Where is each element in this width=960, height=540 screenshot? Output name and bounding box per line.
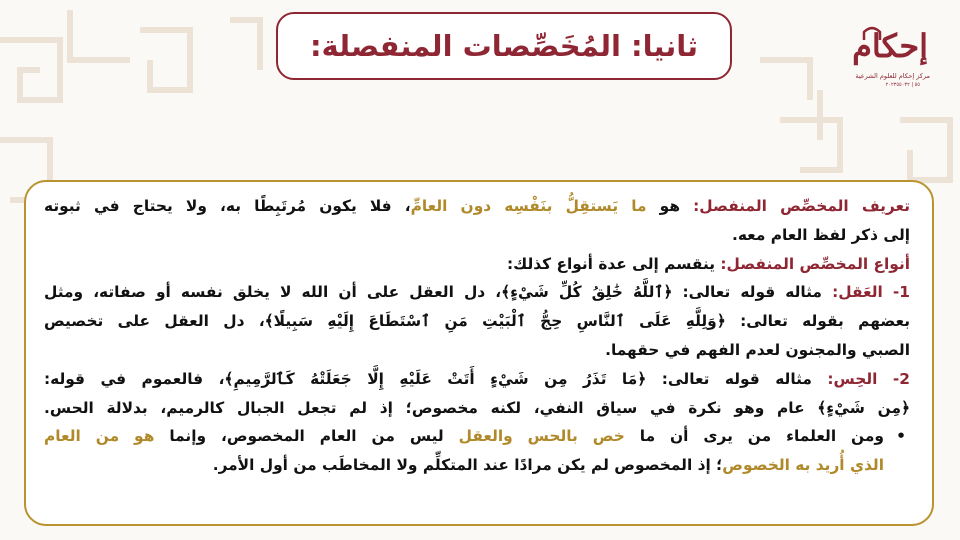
types-text: ينقسم إلى عدة أنواع كذلك: [507,254,721,273]
definition-highlight: ما يَستقِلُّ بنَفْسِه دون العامِّ [410,197,647,215]
reason-line-3: الصبي والمجنون لعدم الفهم في حقهما. [605,340,910,359]
page-title: ثانيا: المُخَصِّصات المنفصلة: [309,29,699,63]
bullet-text-1: ومن العلماء من يرى أن ما [624,427,884,446]
logo-tagline: ٥٥ | ٢٠٢٣٥٥٠٣٢ [885,82,920,88]
logo-wordmark: إحكام [852,27,928,65]
types-label: أنواع المخصِّص المنفصل: [720,254,910,273]
bullet-highlight-1: خص بالحس والعقل [458,427,625,446]
definition-text-before: هو [646,197,694,215]
bullet-dot: • [896,427,906,446]
sense-line-2: ﴿مِن شَيْءٍ﴾ عام وهو نكرة في سياق النفي، لكنه مخصوص؛ إذ لم تجعل الجبال كالرميم، بدلالة الحس. [44,398,910,417]
bullet-highlight-2: هو من العام [44,427,155,446]
types-line [44,250,910,279]
definition-label: تعريف المخصِّص المنفصل: [693,197,910,215]
bullet-text-2: ليس من العام المخصوص، وإنما [154,427,459,446]
definition-line [44,192,910,221]
logo-subtitle: مركز إحكام للعلوم الشرعية [855,72,930,80]
reason-line-2: بعضهم بقوله تعالى: ﴿وَلِلَّهِ عَلَى ٱلنَّاسِ حِجُّ ٱلْبَيْتِ مَنِ ٱسْتَطَاعَ إِلَيْهِ سَبِيلًا﴾، دل العقل على تخصيص [44,312,910,331]
definition-continuation: إلى ذكر لفظ العام معه. [731,225,910,244]
sense-line [44,365,910,394]
content-box [24,180,934,526]
title-box [276,12,732,80]
bullet-text-3: ؛ إذ المخصوص لم يكن مرادًا عند المتكلِّم ولا المخاطَب من أول الأمر. [212,456,723,475]
bullet-continuation [44,451,910,480]
bullet-item [44,422,910,451]
bullet-highlight-3: الذي أُريد به الخصوص [722,456,884,475]
reason-label: 1- العَقل: [832,283,910,302]
sense-text: مثاله قوله تعالى: ﴿مَا تَذَرُ مِن شَيْءٍ أَتَتْ عَلَيْهِ إِلَّا جَعَلَتْهُ كَٱلرَّمِيمِ﴾، فالعموم في قوله: [44,369,828,388]
definition-text-after: ، فلا يكون مُرتَبِطًا به، ولا يحتاج في ثبوته [44,197,411,215]
sense-label: 2- الحِس: [827,369,910,388]
reason-text: مثاله قوله تعالى: ﴿ٱللَّهُ خَٰلِقُ كُلِّ شَيْءٍ﴾، دل العقل على أن الله لا يخلق نفسه أو صفاته، ومثل [44,283,833,302]
ihkam-logo [848,24,934,94]
reason-line [44,278,910,307]
